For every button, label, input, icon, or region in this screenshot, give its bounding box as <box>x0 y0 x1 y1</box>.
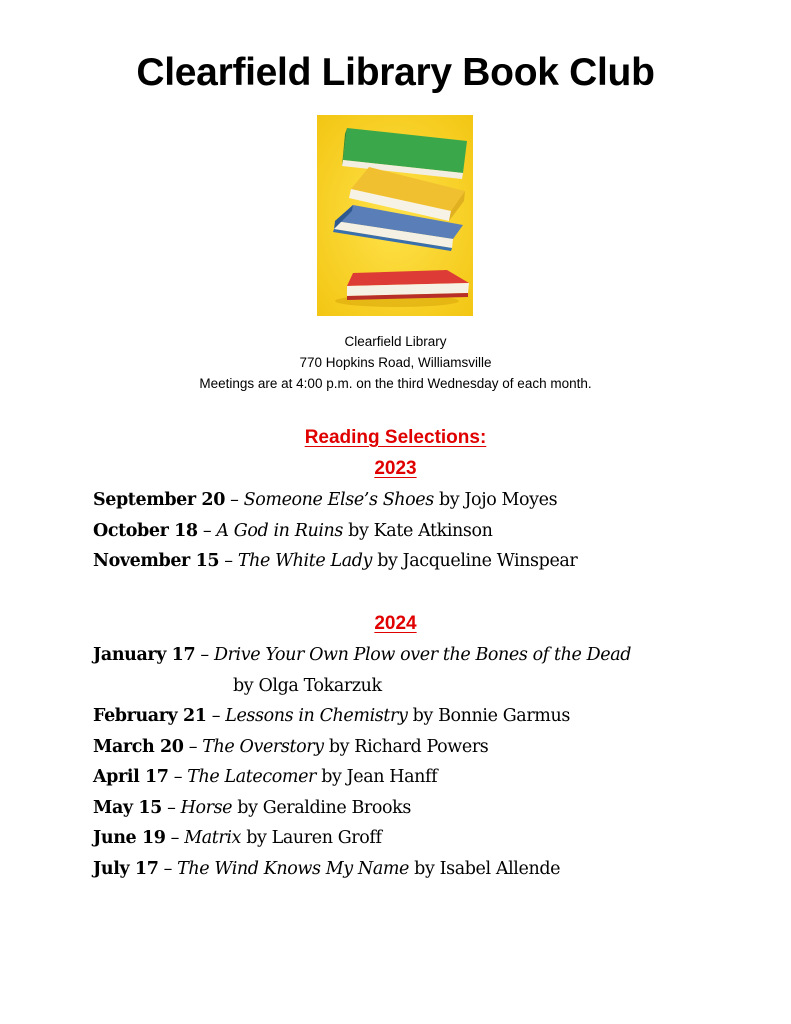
list-item: September 20 – Someone Else’s Shoes by Jojo Moyes <box>93 490 558 510</box>
list-item-continuation: by Olga Tokarzuk <box>233 675 382 696</box>
list-item: October 18 – A God in Ruins by Kate Atkinson <box>93 520 493 541</box>
library-name: Clearfield Library <box>344 334 447 349</box>
year-heading-2024: 2024 <box>374 613 417 634</box>
library-address: 770 Hopkins Road, Williamsville <box>299 355 492 370</box>
book-red <box>347 270 469 300</box>
list-item: May 15 – Horse by Geraldine Brooks <box>93 797 411 818</box>
list-item: April 17 – The Latecomer by Jean Hanff <box>93 767 438 787</box>
reading-selections-heading: Reading Selections: <box>304 427 487 448</box>
page-title: Clearfield Library Book Club <box>136 51 655 94</box>
library-info <box>0 331 791 394</box>
list-item: February 21 – Lessons in Chemistry by Bonnie Garmus <box>93 706 570 726</box>
selections-list-2024 <box>93 640 631 884</box>
list-item: July 17 – The Wind Knows My Name by Isabel Allende <box>93 858 561 879</box>
list-item: March 20 – The Overstory by Richard Powers <box>93 736 489 757</box>
year-heading-2023: 2023 <box>374 458 417 479</box>
meeting-schedule: Meetings are at 4:00 p.m. on the third Wednesday of each month. <box>199 376 592 391</box>
selections-list-2023 <box>93 485 577 577</box>
list-item: January 17 – Drive Your Own Plow over the Bones of the Dead <box>93 645 632 665</box>
list-item: June 19 – Matrix by Lauren Groff <box>93 828 382 848</box>
stack-of-books-image <box>317 115 473 316</box>
list-item: November 15 – The White Lady by Jacqueline Winspear <box>93 551 578 571</box>
